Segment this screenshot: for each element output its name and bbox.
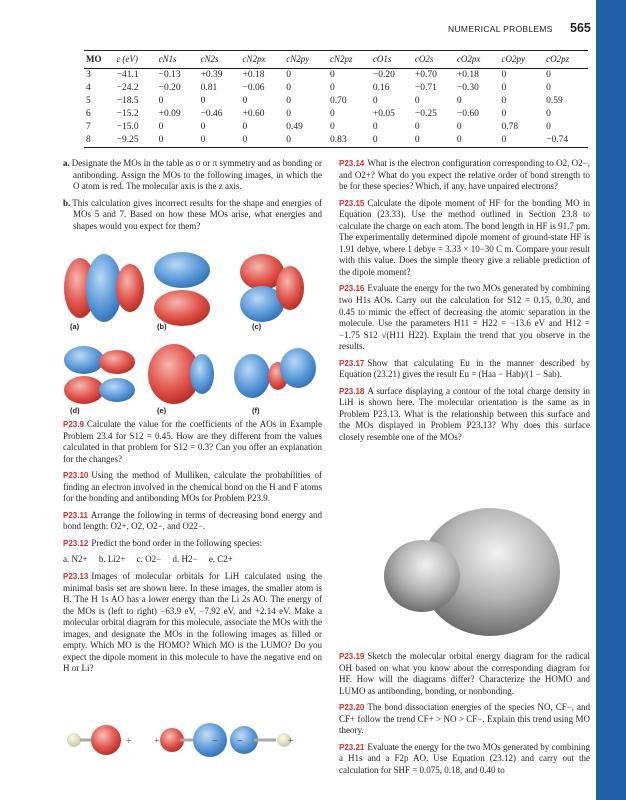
table-cell: 0 [455,134,500,148]
svg-text:+: + [126,736,132,747]
table-cell: 0.70 [330,96,347,106]
figure-label-d: (d) [70,406,80,415]
table-cell: 0 [330,83,335,93]
table-header-cell: ε (eV) [115,51,157,69]
table-cell: 6 [86,109,91,119]
table-cell: 0 [546,83,551,93]
table-row [84,134,588,148]
table-cell: 0 [330,122,335,132]
lih-mo-3 [230,726,294,754]
orbital-a [64,254,144,322]
right-column-problems-bottom [339,651,590,781]
table-cell: 0 [199,134,241,148]
table-row [84,108,588,121]
table-row [84,121,588,134]
svg-text:−: − [212,736,218,747]
table-cell: 0 [456,96,462,106]
table-cell: 0 [414,122,420,132]
table-cell: −18.5 [116,96,139,106]
table-header-cell: cN2py [284,51,328,69]
lih-mo-2 [154,723,227,757]
table-cell: 0.83 [328,134,371,148]
problem-23-20: P23.20 The bond dissociation energies of the species NO, CF−, and CF+ follow the trend CF+ > NO > CF−. Explain this trend using MO theory. [339,702,590,736]
table-cell: 0 [158,96,164,106]
lih-charge-density-surface [360,500,580,645]
ion-list: a. N2+ b. Li2+ c. O2− d. H2− e. C2+ [63,554,233,565]
problem-23-13: P23.13 Images of molecular orbitals for LiH calculated using the minimal basis set are shown here. In these images, the smaller atom is H. The H 1s AO has a lower energy than the Li 2s AO. The energy of the MOs is (left to right) −63.9 eV, −7.92 eV, and +2.14 eV. Make a molecular orbital diagram for this molecule, associate the MOs with the images, and designate the MOs in the following images as filled or empty. Which MO is the HOMO? Which MO is the LUMO? Do you expect the dipole moment in this molecule to have the negative end on H or Li? [63,571,322,674]
table-cell: 3 [86,70,91,80]
table-cell: 5 [86,96,91,106]
figure-label-e: (e) [157,406,167,415]
svg-text:+: + [288,736,294,747]
question-b: b. This calculation gives incorrect results for the shape and energies of MOs 5 and 7. Based on how these MOs arise, what energies and shapes would you expect for them? [63,197,322,231]
table-cell: 0 [200,96,206,106]
table-cell: −0.25 [414,109,437,119]
lih-mo-1 [67,725,132,755]
table-cell: 0 [241,134,285,148]
table-cell: +0.70 [414,70,437,80]
running-header: NUMERICAL PROBLEMS [448,24,553,34]
question-a: a. Designate the MOs in the table as σ or π symmetry and as bonding or antibonding. Assign the MOs to the following images, in which the O atom is red. The molecular axis is the z axis. [63,158,322,192]
table-cell: −0.74 [544,134,588,148]
table-cell: −24.2 [116,83,139,93]
orbital-b [154,252,210,326]
table-cell: −0.46 [200,109,223,119]
table-cell: 0 [200,122,206,132]
table-cell: −0.06 [242,83,265,93]
problem-23-17: P23.17 Show that calculating Eu in the manner described by Equation (23.21) gives the result Eu = (Haa − Hab)/(1 − Sab). [339,357,590,380]
table-cell: 0 [501,96,507,106]
table-cell: −0.13 [158,70,181,80]
orbital-e [148,344,214,404]
figure-label-a: (a) [70,322,80,331]
table-cell: −15.2 [116,109,139,119]
table-cell: −0.60 [456,109,479,119]
svg-text:+: + [154,736,160,747]
table-cell: 0 [546,70,551,80]
problem-23-14: P23.14 What is the electron configuration corresponding to O2, O2−, and O2+? What do you expect the relative order of bond strength to be for these species? Which, if any, have unpaired electrons? [339,158,590,192]
right-column-problems-top [339,158,590,449]
figure-label-c: (c) [252,322,262,331]
svg-text:−: − [237,736,243,747]
table-cell: 0 [286,96,292,106]
table-cell: 4 [86,83,91,93]
table-cell: 0 [372,122,378,132]
table-cell: −0.20 [372,70,395,80]
table-cell: −0.30 [456,83,479,93]
table-header-cell: cN1s [157,51,199,69]
problem-23-9: P23.9 Calculate the value for the coefficients of the AOs in Example Problem 23.4 for S12 = 0.45. How are they different from the values calculated in that problem for S12 = 0.3? Can you offer an explanation for the changes? [63,419,322,464]
problem-23-18: P23.18 A surface displaying a contour of the total charge density in LiH is shown here. The molecular orientation is the same as in Problem P23.13. What is the relationship between this surface and the MOs displayed in Problem P23.13? Why does this surface closely resemble one of the MOs? [339,385,590,443]
table-cell: 0 [414,96,420,106]
table-cell: −0.20 [158,83,181,93]
mo-coefficient-table [84,50,588,148]
lih-orbital-images [62,716,322,776]
problem-23-11: P23.11 Arrange the following in terms of decreasing bond energy and bond length: O2+, O2, O2−, and O22−. [63,509,322,532]
table-cell: +0.18 [456,70,479,80]
table-cell: +0.05 [372,109,395,119]
page-number: 565 [570,21,591,35]
table-cell: 0 [413,134,455,148]
table-header-cell: cN2px [241,51,285,69]
table-cell: 0.81 [200,83,218,93]
table-cell: 0 [501,83,507,93]
table-cell: 0.16 [372,83,390,93]
table-cell: 0 [330,70,335,80]
problem-23-10: P23.10 Using the method of Mulliken, calculate the probabilities of finding an electron involved in the chemical bond on the H and F atoms for the bonding and antibonding MOs for Problem P23.9. [63,470,322,504]
problem-23-15: P23.15 Calculate the dipole moment of HF for the bonding MO in Equation (23.33). Use the method outlined in Section 23.8 to calculate the charge on each atom. The bond length in HF is 91.7 pm. The experimentally determined dipole moment of ground-state HF is 1.91 debye, where 1 debye = 3.33 × 10−30 C m. Compare your result with this value. Does the simple theory give a reliable prediction of the dipole moment? [339,197,590,277]
table-cell: −0.71 [414,83,437,93]
table-cell: 0 [501,70,507,80]
table-cell: 0 [157,134,199,148]
table-cell: +0.39 [200,70,223,80]
table-row [84,82,588,95]
table-header-cell: cO1s [371,51,413,69]
table-header-row [84,51,588,69]
problem-23-16: P23.16 Evaluate the energy for the two MOs generated by combining two H1s AOs. Carry out the calculation for S12 = 0.15, 0.30, and 0.45 to mimic the effect of decreasing the atomic separation in the molecule. Use the parameters H11 = H22 = −13.6 eV and H12 = −1.75 S12 √(H11 H22). Explain the trend that you observe in the results. [339,283,590,352]
table-header-cell: cN2s [199,51,241,69]
table-cell: +0.18 [242,70,265,80]
problem-23-19: P23.19 Sketch the molecular orbital energy diagram for the radical OH based on what you know about the corresponding diagram for HF. How will the diagrams differ? Characterize the HOMO and LUMO as antibonding, bonding, or nonbonding. [339,651,590,696]
table-header-cell: MO [84,51,115,69]
table-cell: 0 [330,109,335,119]
figure-label-b: (b) [157,322,167,331]
table-cell: 7 [86,122,91,132]
table-cell: 0.49 [286,122,303,132]
table-cell: 0 [372,96,378,106]
table-cell: 0 [499,134,544,148]
table-cell: 8 [84,134,115,148]
table-cell: 0 [546,109,551,119]
table-cell: 0 [286,70,292,80]
table-cell: +0.09 [158,109,181,119]
orbital-d [64,346,135,404]
table-cell: 0 [456,122,462,132]
table-cell: −41.1 [116,70,139,80]
chapter-color-tab [596,0,626,800]
figure-label-f: (f) [252,406,260,415]
table-row [84,95,588,108]
orbital-f [234,348,316,398]
left-column-questions [63,158,322,237]
left-column-problems [63,419,322,680]
table-cell: 0 [158,122,164,132]
table-cell: 0 [286,109,292,119]
table-cell: 0 [501,109,507,119]
orbital-c [240,254,304,322]
table-cell: −15.0 [116,122,139,132]
table-header-cell: cO2py [499,51,544,69]
table-header-cell: cO2px [455,51,500,69]
table-cell: 0.78 [501,122,519,132]
table-cell: 0 [286,83,292,93]
table-cell: 0 [242,122,248,132]
table-cell: 0 [546,122,551,132]
table-cell: 0.59 [546,96,563,106]
no-molecular-orbital-figures [62,250,322,415]
table-cell: −9.25 [115,134,157,148]
table-header-cell: cN2pz [328,51,371,69]
problem-23-12: P23.12 Predict the bond order in the following species: [63,537,263,548]
table-cell: 0 [284,134,328,148]
problem-23-21: P23.21 Evaluate the energy for the two MOs generated by combining a H1s and a F2p AO. Use Equation (23.12) and carry out the calculation for SHF = 0.075, 0.18, and 0.40 to [339,741,590,775]
table-cell: 0 [371,134,413,148]
table-header-cell: cO2s [413,51,455,69]
table-cell: 0 [242,96,248,106]
table-header-cell: cO2pz [544,51,588,69]
table-cell: +0.60 [242,109,265,119]
table-row [84,69,588,83]
